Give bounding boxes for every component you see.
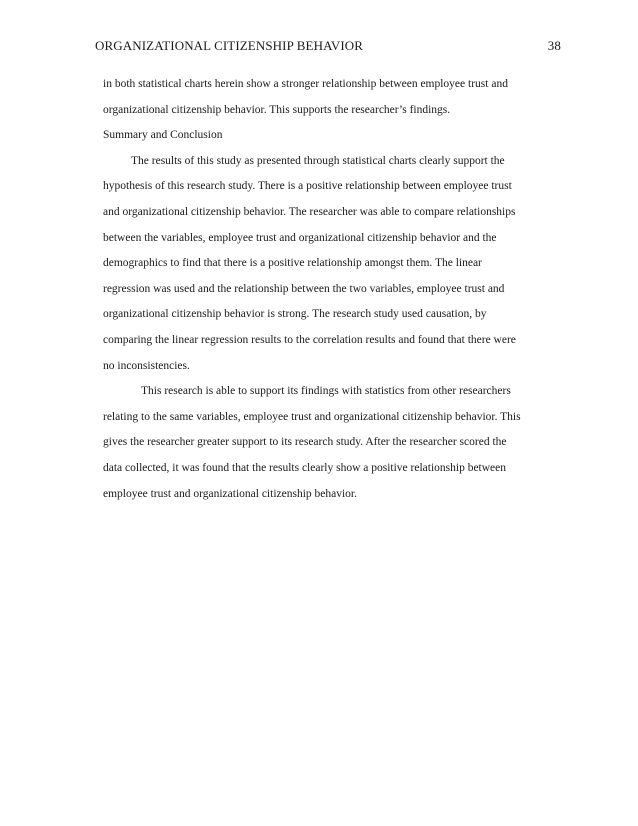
- text-line: gives the researcher greater support to its research study. After the researcher scored the: [103, 436, 507, 449]
- paragraph-first-line: This research is able to support its findings with statistics from other researchers: [141, 385, 511, 398]
- text-line: organizational citizenship behavior is strong. The research study used causation, by: [103, 308, 487, 321]
- text-line: organizational citizenship behavior. This supports the researcher’s findings.: [103, 103, 451, 116]
- body-text: [103, 72, 558, 507]
- text-line: comparing the linear regression results to the correlation results and found that there were: [103, 333, 516, 346]
- text-line: between the variables, employee trust and organizational citizenship behavior and the: [103, 231, 497, 244]
- running-head: [95, 36, 561, 56]
- text-line: employee trust and organizational citizenship behavior.: [103, 487, 357, 500]
- text-line: demographics to find that there is a positive relationship amongst them. The linear: [103, 257, 482, 270]
- running-head-title: ORGANIZATIONAL CITIZENSHIP BEHAVIOR: [95, 38, 364, 53]
- text-line: in both statistical charts herein show a stronger relationship between employee trust and: [103, 78, 508, 90]
- paragraph-first-line: The results of this study as presented through statistical charts clearly support the: [131, 154, 505, 167]
- page-number: 38: [547, 38, 561, 53]
- text-line: hypothesis of this research study. There is a positive relationship between employee trust: [103, 180, 512, 193]
- text-line: no inconsistencies.: [103, 359, 190, 372]
- section-heading: Summary and Conclusion: [103, 129, 223, 142]
- text-line: relating to the same variables, employee trust and organizational citizenship behavior. This: [103, 410, 521, 423]
- text-line: data collected, it was found that the results clearly show a positive relationship between: [103, 461, 507, 474]
- text-line: regression was used and the relationship between the two variables, employee trust and: [103, 282, 505, 295]
- text-line: and organizational citizenship behavior. The researcher was able to compare relationships: [103, 205, 516, 218]
